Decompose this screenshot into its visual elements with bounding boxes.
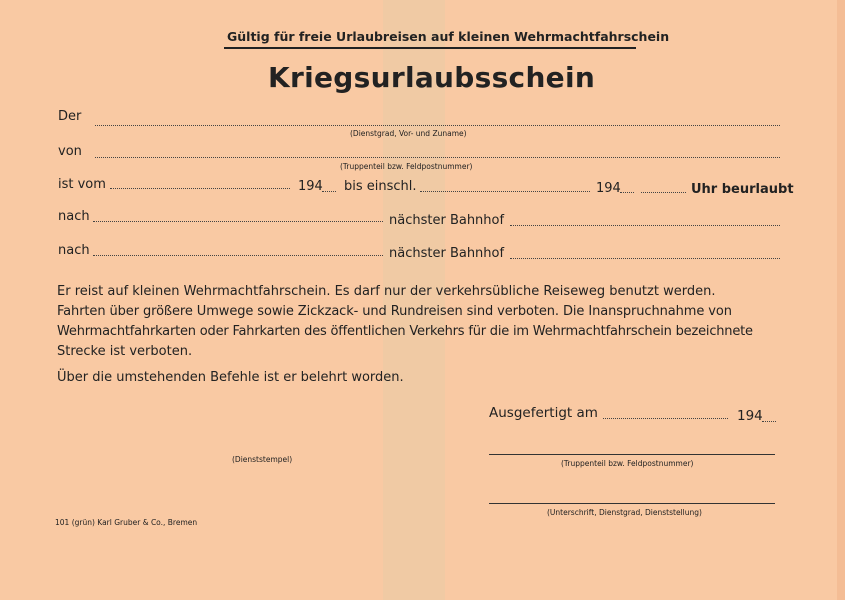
field-unit[interactable] — [95, 157, 780, 158]
label-leave: Uhr beurlaubt — [691, 182, 794, 197]
body-line-3: Wehrmachtfahrkarten oder Fahrkarten des öffentlichen Verkehrs für die im Wehrmachtfahrschein bezeichnete — [57, 324, 753, 339]
header-underline — [224, 47, 636, 49]
hint-unit: (Truppenteil bzw. Feldpostnummer) — [340, 162, 473, 171]
label-from: ist vom — [58, 177, 106, 192]
year-from: 194 — [298, 179, 323, 194]
signature-label: (Unterschrift, Dienstgrad, Dienststellung) — [547, 508, 702, 517]
body-line-2: Fahrten über größere Umwege sowie Zickzack- und Rundreisen sind verboten. Die Inanspruchnahme von — [57, 304, 732, 319]
label-nach-1: nach — [58, 209, 90, 224]
label-von: von — [58, 144, 82, 159]
year-until: 194 — [596, 181, 621, 196]
field-station-2[interactable] — [510, 258, 780, 259]
field-issued-year[interactable] — [762, 421, 776, 422]
field-date-until[interactable] — [420, 191, 590, 192]
header-note: Gültig für freie Urlaubreisen auf kleinen Wehrmachtfahrschein — [227, 29, 670, 44]
field-destination-1[interactable] — [93, 221, 383, 222]
body-line-1: Er reist auf kleinen Wehrmachtfahrschein. Es darf nur der verkehrsübliche Reiseweg benutzt werden. — [57, 284, 716, 299]
field-issued-date[interactable] — [603, 418, 728, 419]
issued-year: 194 — [737, 408, 763, 424]
label-der: Der — [58, 109, 82, 124]
hint-name: (Dienstgrad, Vor- und Zuname) — [350, 129, 467, 138]
field-destination-2[interactable] — [93, 255, 383, 256]
field-time[interactable] — [641, 192, 686, 193]
body-line-4: Strecke ist verboten. — [57, 344, 193, 359]
unit-label: (Truppenteil bzw. Feldpostnummer) — [561, 459, 694, 468]
label-station-2: nächster Bahnhof — [389, 246, 505, 261]
label-issued: Ausgefertigt am — [489, 405, 598, 421]
field-station-1[interactable] — [510, 225, 780, 226]
form-title: Kriegsurlaubsschein — [268, 61, 596, 94]
field-signature[interactable] — [489, 503, 775, 504]
paper-edge — [837, 0, 845, 600]
label-nach-2: nach — [58, 243, 90, 258]
field-issuing-unit[interactable] — [489, 454, 775, 455]
field-name[interactable] — [95, 125, 780, 126]
field-year-until[interactable] — [620, 192, 634, 193]
body-line-5: Über die umstehenden Befehle ist er belehrt worden. — [57, 370, 404, 385]
field-date-from[interactable] — [110, 188, 290, 189]
stamp-label: (Dienststempel) — [232, 455, 293, 464]
label-station-1: nächster Bahnhof — [389, 213, 505, 228]
label-until: bis einschl. — [344, 179, 417, 194]
field-year-from[interactable] — [322, 191, 336, 192]
printer-imprint: 101 (grün) Karl Gruber & Co., Bremen — [55, 518, 198, 527]
